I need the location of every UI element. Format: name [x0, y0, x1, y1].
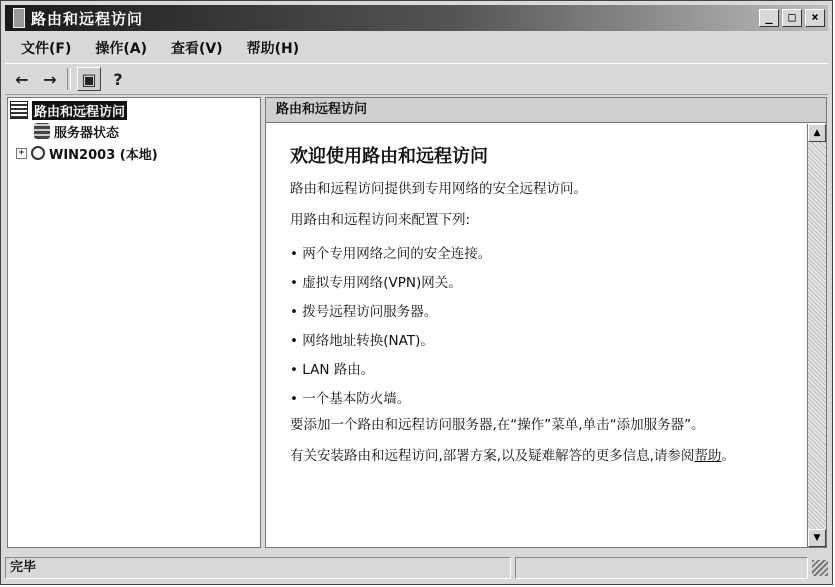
- maximize-button[interactable]: □: [782, 9, 802, 27]
- list-item: • 一个基本防火墙。: [290, 387, 808, 406]
- server-icon: [31, 146, 45, 160]
- vertical-scrollbar[interactable]: [807, 124, 826, 547]
- console-tree-pane: [7, 97, 261, 548]
- back-arrow-icon[interactable]: ←: [15, 69, 29, 89]
- list-item: • 两个专用网络之间的安全连接。: [290, 242, 808, 261]
- server-status-icon: [34, 123, 50, 139]
- close-button[interactable]: ×: [805, 9, 825, 27]
- window-title: 路由和远程访问: [31, 9, 144, 28]
- welcome-heading: 欢迎使用路由和远程访问: [290, 146, 488, 167]
- toolbar: [5, 63, 828, 95]
- title-bar[interactable]: [5, 5, 828, 31]
- tree-label-root: 路由和远程访问: [32, 101, 127, 120]
- intro-text: 路由和远程访问提供到专用网络的安全远程访问。: [290, 181, 587, 197]
- help-link[interactable]: 帮助: [694, 448, 722, 464]
- more-info-end: 。: [721, 448, 735, 464]
- forward-arrow-icon[interactable]: →: [43, 69, 57, 89]
- app-icon: [13, 8, 25, 28]
- tree-item-server-status[interactable]: [34, 121, 119, 141]
- list-item: • 拨号远程访问服务器。: [290, 300, 808, 319]
- menu-file[interactable]: 文件(F): [21, 41, 72, 57]
- minimize-button[interactable]: _: [759, 9, 779, 27]
- config-intro-text: 用路由和远程访问来配置下列:: [290, 212, 471, 228]
- routing-icon: [10, 101, 28, 119]
- details-header: 路由和远程访问: [266, 98, 826, 123]
- more-info-body: 有关安装路由和远程访问,部署方案,以及疑难解答的更多信息,请参阅: [290, 448, 695, 464]
- expand-icon[interactable]: +: [16, 148, 27, 159]
- status-text: 完毕: [5, 557, 511, 579]
- scroll-down-icon[interactable]: ▼: [808, 529, 826, 547]
- menu-bar: [5, 35, 828, 61]
- list-item: • 虚拟专用网络(VPN)网关。: [290, 271, 808, 290]
- tree-label-server-status: 服务器状态: [54, 125, 120, 141]
- tree-label-server: WIN2003 (本地): [49, 147, 158, 163]
- resize-grip-icon[interactable]: [812, 560, 828, 576]
- details-pane: [265, 97, 827, 548]
- status-bar: [5, 556, 828, 580]
- status-panel: [515, 557, 808, 579]
- menu-view[interactable]: 查看(V): [171, 41, 223, 57]
- menu-action[interactable]: 操作(A): [95, 41, 148, 57]
- menu-help[interactable]: 帮助(H): [246, 41, 300, 57]
- toolbar-separator: [67, 68, 71, 90]
- list-item: • LAN 路由。: [290, 358, 808, 377]
- help-icon[interactable]: ?: [113, 69, 123, 89]
- show-console-tree-icon[interactable]: ▣: [77, 67, 101, 91]
- welcome-content: [266, 124, 808, 547]
- tree-item-root[interactable]: [10, 100, 127, 120]
- scroll-up-icon[interactable]: ▲: [808, 124, 826, 142]
- tree-item-server[interactable]: [16, 143, 158, 163]
- list-item: • 网络地址转换(NAT)。: [290, 329, 808, 348]
- more-info-text: [290, 447, 790, 466]
- add-server-text: 要添加一个路由和远程访问服务器,在“操作”菜单,单击“添加服务器”。: [290, 417, 705, 433]
